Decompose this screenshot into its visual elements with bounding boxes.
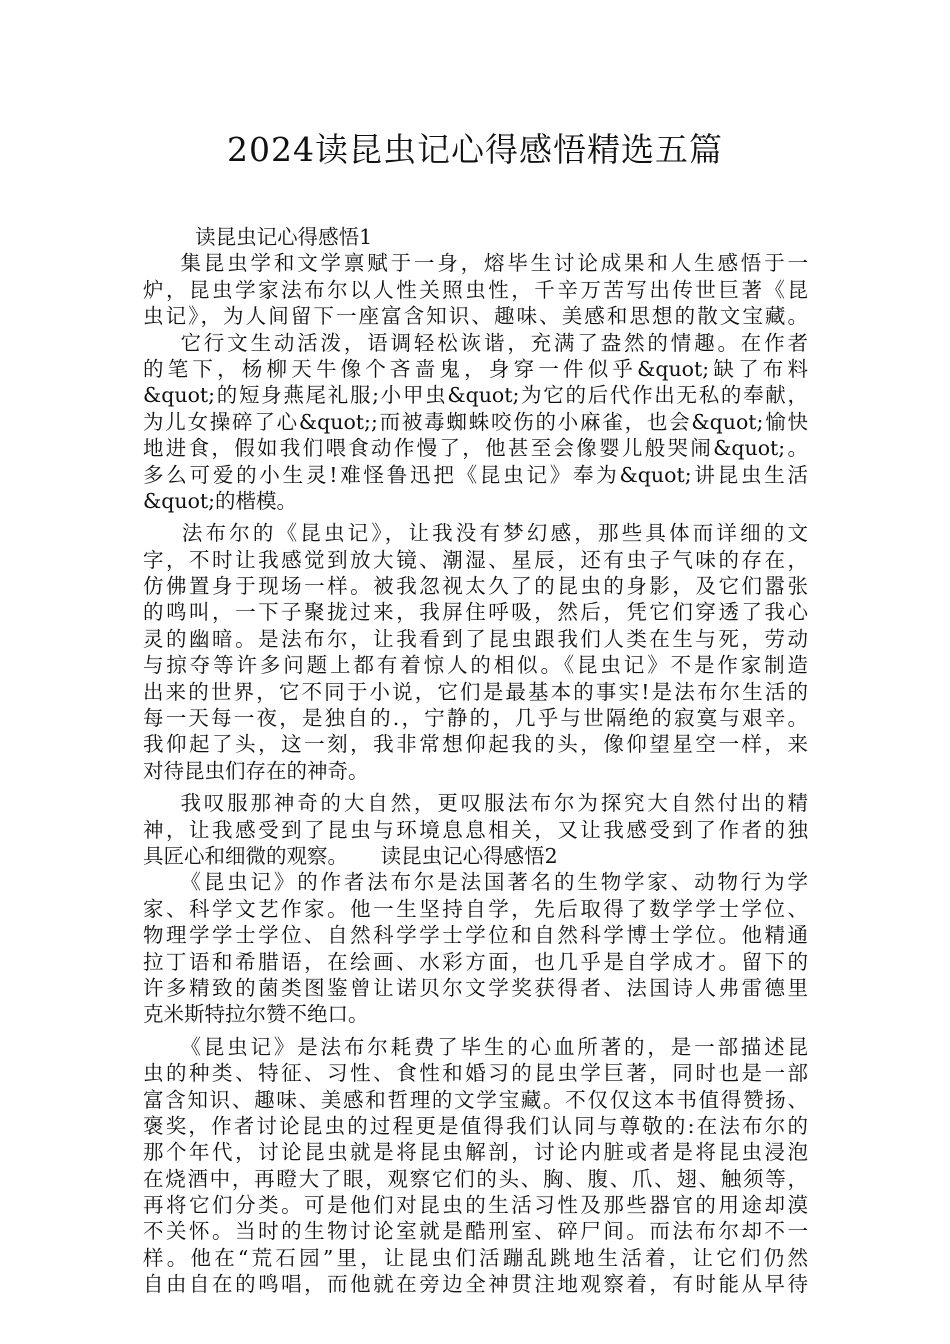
text-line: 褒奖，作者讨论昆虫的过程更是值得我们认同与尊敬的:在法布尔的 — [143, 1113, 808, 1138]
text-line: 集昆虫学和文学禀赋于一身，熔毕生讨论成果和人生感悟于一 — [143, 251, 808, 276]
text-line: 自由自在的鸣唱，而他就在旁边全神贯注地观察着，有时能从早待 — [143, 1272, 808, 1297]
text-line: 读昆虫记心得感悟1 — [143, 225, 373, 249]
text-line: 样。他在“荒石园”里，让昆虫们活蹦乱跳地生活着，让它们仍然 — [143, 1245, 808, 1270]
text-line: 《昆虫记》的作者法布尔是法国著名的生物学家、动物行为学 — [143, 870, 808, 895]
text-line: 拉丁语和希腊语，在绘画、水彩方面，也几乎是自学成才。留下的 — [143, 949, 808, 974]
text-line: 多么可爱的小生灵!难怪鲁迅把《昆虫记》奉为&quot;讲昆虫生活 — [143, 462, 808, 487]
text-line: 为儿女操碎了心&quot;;而被毒蜘蛛咬伤的小麻雀，也会&quot;愉快 — [143, 409, 808, 434]
text-line: &quot;的楷模。 — [143, 488, 298, 513]
text-line: 《昆虫记》是法布尔耗费了毕生的心血所著的，是一部描述昆 — [143, 1034, 808, 1059]
text-line: 富含知识、趣味、美感和哲理的文学宝藏。不仅仅这本书值得赞扬、 — [143, 1087, 808, 1112]
text-line: 具匠心和细微的观察。 读昆虫记心得感悟2 — [143, 843, 558, 868]
text-line: 再将它们分类。可是他们对昆虫的生活习性及那些器官的用途却漠 — [143, 1193, 808, 1218]
text-line: 克米斯特拉尔赞不绝口。 — [143, 1002, 369, 1027]
text-line: 的笔下，杨柳天牛像个吝啬鬼，身穿一件似乎&quot;缺了布料 — [143, 356, 808, 381]
text-line: 那个年代，讨论昆虫就是将昆虫解剖，讨论内脏或者是将昆虫浸泡 — [143, 1140, 808, 1165]
text-line: 对待昆虫们存在的神奇。 — [143, 758, 369, 783]
text-line: 的鸣叫，一下子聚拢过来，我屏住呼吸，然后，凭它们穿透了我心 — [143, 600, 808, 625]
text-line: 许多精致的菌类图鉴曾让诺贝尔文学奖获得者、法国诗人弗雷德里 — [143, 975, 808, 1000]
text-line: 神，让我感受到了昆虫与环境息息相关，又让我感受到了作者的独 — [143, 817, 808, 842]
text-line: 虫的种类、特征、习性、食性和婚习的昆虫学巨著，同时也是一部 — [143, 1061, 808, 1086]
text-line: &quot;的短身燕尾礼服;小甲虫&quot;为它的后代作出无私的奉献， — [143, 383, 808, 408]
text-line: 我仰起了头，这一刻，我非常想仰起我的头，像仰望星空一样，来 — [143, 732, 808, 757]
text-line: 不关怀。当时的生物讨论室就是酷刑室、碎尸间。而法布尔却不一 — [143, 1219, 808, 1244]
text-line: 地进食，假如我们喂食动作慢了，他甚至会像婴儿般哭闹&quot;。 — [143, 436, 808, 461]
text-line: 物理学学士学位、自然科学学士学位和自然科学博士学位。他精通 — [143, 923, 808, 948]
text-line: 我叹服那神奇的大自然，更叹服法布尔为探究大自然付出的精 — [143, 791, 808, 816]
text-line: 每一天每一夜，是独自的.，宁静的，几乎与世隔绝的寂寞与艰辛。 — [143, 706, 808, 731]
text-line: 法布尔的《昆虫记》，让我没有梦幻感，那些具体而详细的文 — [143, 521, 808, 546]
document-body — [143, 224, 808, 1298]
text-line: 出来的世界，它不同于小说，它们是最基本的事实!是法布尔生活的 — [143, 679, 808, 704]
text-line: 仿佛置身于现场一样。被我忽视太久了的昆虫的身影，及它们嚣张 — [143, 574, 808, 599]
document-title: 2024读昆虫记心得感悟精选五篇 — [227, 130, 723, 169]
text-line: 与掠夺等许多问题上都有着惊人的相似。《昆虫记》不是作家制造 — [143, 653, 808, 678]
text-line: 家、科学文艺作家。他一生坚持自学，先后取得了数学学士学位、 — [143, 896, 808, 921]
text-line: 灵的幽暗。是法布尔，让我看到了昆虫跟我们人类在生与死，劳动 — [143, 626, 808, 651]
text-line: 炉，昆虫学家法布尔以人性关照虫性，千辛万苦写出传世巨著《昆 — [143, 277, 808, 302]
text-line: 虫记》，为人间留下一座富含知识、趣味、美感和思想的散文宝藏。 — [143, 304, 808, 329]
text-line: 字，不时让我感觉到放大镜、潮湿、星辰，还有虫子气味的存在， — [143, 547, 808, 572]
text-line: 它行文生动活泼，语调轻松诙谐，充满了盎然的情趣。在作者 — [143, 330, 808, 355]
text-line: 在烧酒中，再瞪大了眼，观察它们的头、胸、腹、爪、翅、触须等， — [143, 1166, 808, 1191]
